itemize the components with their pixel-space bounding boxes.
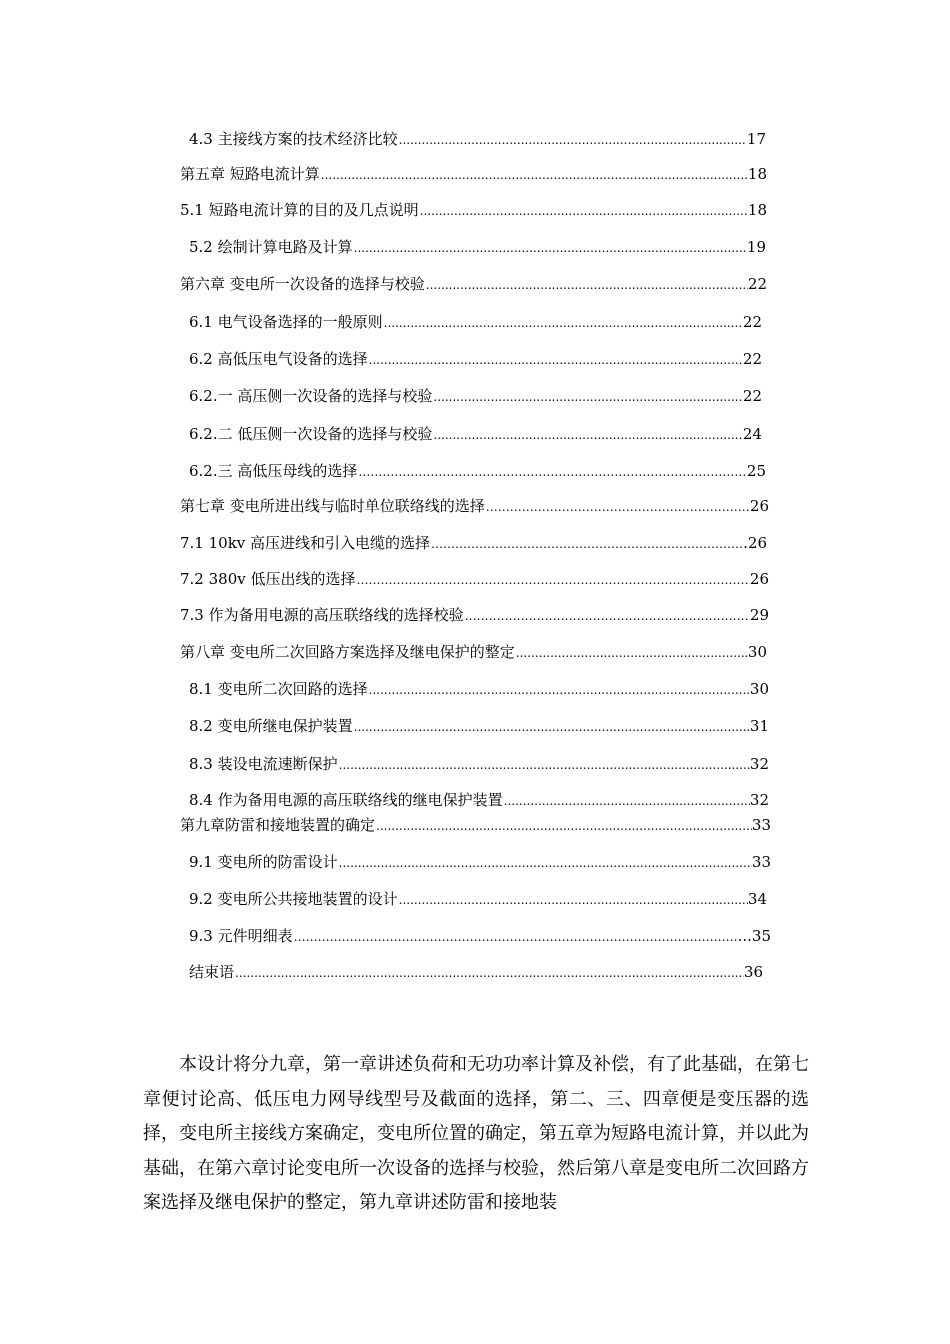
toc-entry-label: 4.3 主接线方案的技术经济比较 <box>189 130 398 148</box>
toc-entry-page: 17 <box>746 130 766 148</box>
toc-entry-label: 结束语 <box>189 963 235 981</box>
toc-entry-7-3[interactable] <box>180 605 769 625</box>
toc-entry-label: 8.1 变电所二次回路的选择 <box>189 680 368 698</box>
toc-entry-6-2-2[interactable] <box>189 424 762 444</box>
toc-entry-page: 24 <box>742 425 762 443</box>
toc-entry-page: 19 <box>746 238 766 256</box>
toc-entry-7-1[interactable] <box>180 533 767 553</box>
toc-entry-7-2[interactable] <box>180 569 769 589</box>
toc-entry-label: 第九章防雷和接地装置的确定 <box>180 816 376 834</box>
toc-entry-chapter-6[interactable] <box>180 274 767 294</box>
toc-leader <box>354 238 747 258</box>
toc-entry-label: 9.2 变电所公共接地装置的设计 <box>189 890 398 908</box>
toc-entry-page: ...35 <box>737 927 771 945</box>
toc-entry-page: 22 <box>742 387 762 405</box>
toc-entry-page: 32 <box>749 791 769 809</box>
toc-entry-conclusion[interactable] <box>189 962 763 982</box>
toc-leader <box>433 425 743 445</box>
toc-entry-page: 25 <box>746 462 766 480</box>
toc-entry-page: 30 <box>747 643 767 661</box>
toc-entry-page: 33 <box>751 816 771 834</box>
toc-entry-label: 第六章 变电所一次设备的选择与校验 <box>180 275 425 293</box>
toc-leader <box>369 680 750 700</box>
toc-entry-9-3[interactable] <box>189 926 771 946</box>
toc-leader <box>357 570 750 590</box>
toc-entry-page: 36 <box>743 963 763 981</box>
toc-entry-label: 9.1 变电所的防雷设计 <box>189 853 338 871</box>
toc-entry-label: 9.3 元件明细表 <box>189 927 293 945</box>
toc-entry-chapter-5[interactable] <box>180 164 767 184</box>
toc-entry-label: 6.2.三 高低压母线的选择 <box>189 462 358 480</box>
toc-leader <box>399 130 747 150</box>
toc-entry-chapter-7[interactable] <box>180 496 769 516</box>
toc-entry-4-3[interactable] <box>189 129 766 149</box>
toc-entry-page: .26 <box>743 534 767 552</box>
toc-leader <box>516 643 748 663</box>
toc-entry-page: 22 <box>747 275 767 293</box>
toc-entry-page: 34 <box>747 890 767 908</box>
toc-entry-label: 第七章 变电所进出线与临时单位联络线的选择 <box>180 497 485 515</box>
toc-entry-6-1[interactable] <box>189 312 762 332</box>
toc-entry-page: 30 <box>749 680 769 698</box>
toc-entry-6-2[interactable] <box>189 349 762 369</box>
toc-entry-label: 5.2 绘制计算电路及计算 <box>189 238 353 256</box>
toc-entry-label: 7.2 380v 低压出线的选择 <box>180 570 356 588</box>
toc-entry-page: 18 <box>747 165 767 183</box>
toc-leader <box>339 853 752 873</box>
toc-entry-chapter-9[interactable] <box>180 815 771 835</box>
toc-entry-label: 6.2.一 高压侧一次设备的选择与校验 <box>189 387 433 405</box>
toc-leader <box>376 816 752 836</box>
toc-leader <box>321 165 748 185</box>
toc-entry-6-2-3[interactable] <box>189 461 766 481</box>
toc-entry-8-4[interactable] <box>189 790 769 810</box>
toc-entry-label: 7.3 作为备用电源的高压联络线的选择校验 <box>180 606 464 624</box>
toc-entry-label: 8.4 作为备用电源的高压联络线的继电保护装置 <box>189 791 503 809</box>
toc-leader <box>504 791 750 811</box>
toc-entry-page: 32 <box>749 755 769 773</box>
toc-leader <box>235 963 744 983</box>
toc-leader <box>294 927 738 947</box>
toc-leader <box>358 462 747 482</box>
toc-entry-label: 第五章 短路电流计算 <box>180 165 320 183</box>
toc-leader <box>369 350 743 370</box>
toc-entry-page: 31 <box>749 717 769 735</box>
toc-leader <box>426 275 748 295</box>
toc-leader <box>354 717 750 737</box>
toc-entry-page: 18 <box>747 201 767 219</box>
toc-entry-6-2-1[interactable] <box>189 386 762 406</box>
toc-entry-9-2[interactable] <box>189 889 767 909</box>
toc-leader <box>384 313 743 333</box>
toc-entry-page: 29 <box>749 606 769 624</box>
toc-leader <box>433 387 743 407</box>
toc-leader <box>399 890 748 910</box>
toc-entry-8-3[interactable] <box>189 754 769 774</box>
toc-entry-8-2[interactable] <box>189 716 769 736</box>
toc-entry-label: 6.2.二 低压侧一次设备的选择与校验 <box>189 425 433 443</box>
body-paragraph: 本设计将分九章，第一章讲述负荷和无功功率计算及补偿，有了此基础，在第七章便讨论高、低压电力网导线型号及截面的选择，第二、三、四章便是变压器的选择，变电所主接线方案确定，变电所位置的确定，第五章为短路电流计算，并以此为基础，在第六章讨论变电所一次设备的选择与校验，然后第八章是变电所二次回路方案选择及继电保护的整定，第九章讲述防雷和接地装 <box>143 1054 809 1213</box>
toc-leader <box>339 755 750 775</box>
toc-entry-5-2[interactable] <box>189 237 766 257</box>
toc-entry-label: 6.1 电气设备选择的一般原则 <box>189 313 383 331</box>
toc-entry-5-1[interactable] <box>180 200 767 220</box>
toc-entry-chapter-8[interactable] <box>180 642 767 662</box>
toc-entry-8-1[interactable] <box>189 679 769 699</box>
toc-entry-page: 26 <box>749 570 769 588</box>
toc-leader <box>486 497 750 517</box>
toc-entry-9-1[interactable] <box>189 852 771 872</box>
toc-entry-label: 7.1 10kv 高压进线和引入电缆的选择 <box>180 534 431 552</box>
toc-leader <box>431 534 743 554</box>
toc-entry-label: 第八章 变电所二次回路方案选择及继电保护的整定 <box>180 643 515 661</box>
toc-leader <box>465 606 750 626</box>
toc-entry-label: 5.1 短路电流计算的目的及几点说明 <box>180 201 419 219</box>
toc-entry-label: 8.3 装设电流速断保护 <box>189 755 338 773</box>
toc-entry-page: 22 <box>742 350 762 368</box>
toc-entry-page: 26 <box>749 497 769 515</box>
toc-entry-page: 33 <box>751 853 771 871</box>
toc-entry-page: 22 <box>742 313 762 331</box>
toc-entry-label: 8.2 变电所继电保护装置 <box>189 717 353 735</box>
toc-entry-label: 6.2 高低压电气设备的选择 <box>189 350 368 368</box>
toc-leader <box>420 201 748 221</box>
